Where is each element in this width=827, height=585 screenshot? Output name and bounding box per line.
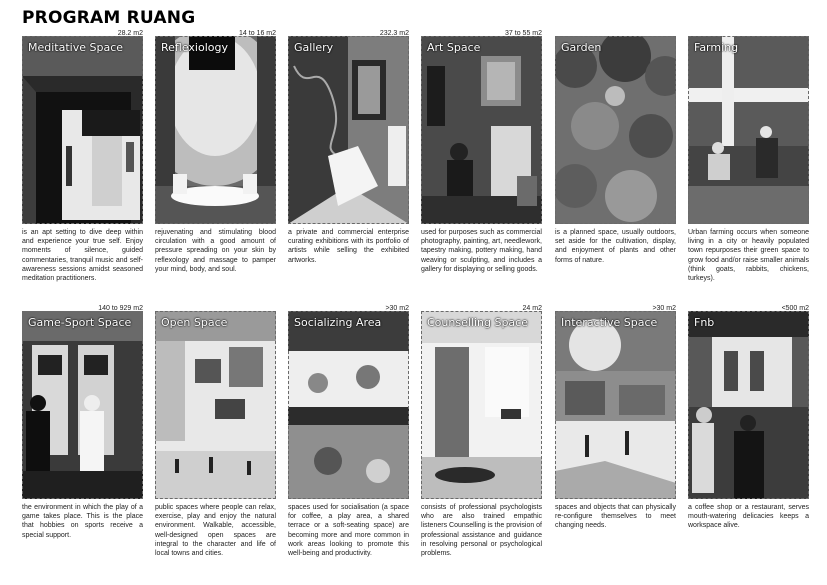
area-size: <500 m2 [781,305,809,312]
area-size: 28.2 m2 [117,30,143,37]
arcade-illustration [22,311,143,499]
dome-illustration [155,36,276,224]
cafe-illustration [688,311,809,499]
card-label: Gallery [294,41,334,54]
farming-illustration [688,36,809,224]
area-size: >30 m2 [385,305,409,312]
card-label: Reflexiology [161,41,228,54]
area-size: 232.3 m2 [379,30,409,37]
card-socializing-area [288,305,409,573]
corridor-illustration [22,36,143,224]
card-meditative-space [22,30,143,298]
card-label: Game-Sport Space [28,316,132,329]
gallery-photo [288,36,409,224]
card-label: Farming [694,41,739,54]
card-label: Fnb [694,316,715,329]
dome-photo [155,36,276,224]
area-size: 140 to 929 m2 [98,305,143,312]
card-fnb [688,305,809,573]
arcade-photo [22,311,143,499]
card-description: is a planned space, usually outdoors, set aside for the cultivation, display, and enjoyment of plants and other forms of nature. [555,229,676,264]
card-label: Garden [561,41,602,54]
card-gallery [288,30,409,298]
card-description: used for purposes such as commercial photography, painting, art, needlework, tapestry making, pottery making, hand weaving or sculpting, and includes a gallery for displaying or selling goods. [421,229,542,273]
counselling-photo [421,311,542,499]
card-label: Open Space [161,316,228,329]
card-reflexiology [155,30,276,298]
socializing-photo [288,311,409,499]
area-size: 14 to 16 m2 [239,30,276,37]
card-label: Socializing Area [294,316,382,329]
counselling-illustration [421,311,542,499]
painter-photo [421,36,542,224]
socializing-illustration [288,311,409,499]
card-description: Urban farming occurs when someone living in a city or heavily populated town repurposes their green space to grow food and/or raise smaller animals (think goats, rabbits, chickens, turkeys). [688,229,809,283]
painter-illustration [421,36,542,224]
card-description: public spaces where people can relax, exercise, play and enjoy the natural environment. Walkable, accessible, well-designed open spaces are integral to the character and life of local towns and cities. [155,504,276,558]
interactive-illustration [555,311,676,499]
area-size: 37 to 55 m2 [505,30,542,37]
open-space-photo [155,311,276,499]
card-label: Counselling Space [427,316,528,329]
card-description: rejuvenating and stimulating blood circulation with a good amount of pressure spreading on your skin by reflexology and massage to pamper your mind, body, and soul. [155,229,276,273]
cafe-photo [688,311,809,499]
card-garden [555,36,676,298]
farming-photo [688,36,809,224]
card-label: Meditative Space [28,41,124,54]
corridor-photo [22,36,143,224]
open-space-illustration [155,311,276,499]
card-description: spaces and objects that can physically re-configure themselves to meet changing needs. [555,504,676,530]
card-counselling-space [421,305,543,573]
card-description: spaces used for socialisation (a space for coffee, a play area, a shared terrace or a soft-seating space) are becoming more and more common in work areas looking to promote this well-being and productivity. [288,504,409,558]
card-description: a coffee shop or a restaurant, serves mouth-watering delicacies keeps a workspace alive. [688,504,809,530]
card-label: Art Space [427,41,481,54]
card-description: a private and commercial enterprise curating exhibitions with its portfolio of artists while selling the exhibited artworks. [288,229,409,264]
card-description: the environment in which the play of a game takes place. This is the place that hobbies on sports receive a special support. [22,504,143,539]
area-size: 24 m2 [522,305,542,312]
card-open-space [155,311,276,573]
card-art-space [421,30,542,298]
card-game-sport-space [22,305,143,573]
card-description: consists of professional psychologists who are also trained empathic listeners Counselling is the provision of professional assistance and guidance in resolving personal or psychological problems. [421,504,543,558]
page-title: PROGRAM RUANG [22,8,196,28]
card-description: is an apt setting to dive deep within and experience your true self. Enjoy moments of silence, guided commentaries, tranquil music and self-awareness sessions amidst seasoned meditation practitioners. [22,229,143,283]
gallery-illustration [288,36,409,224]
garden-photo [555,36,676,224]
card-farming [688,36,809,298]
card-label: Interactive Space [561,316,658,329]
card-interactive-space [555,305,676,573]
garden-illustration [555,36,676,224]
area-size: >30 m2 [652,305,676,312]
interactive-photo [555,311,676,499]
